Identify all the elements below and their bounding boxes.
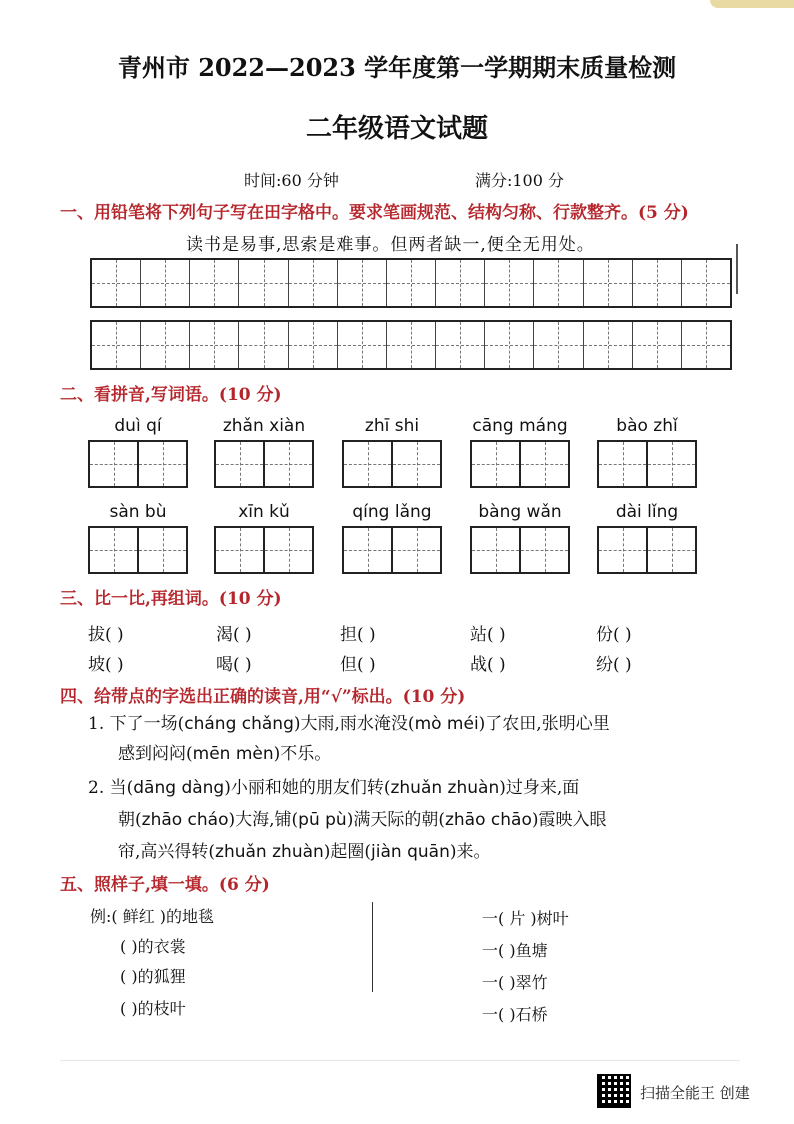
- column-divider: [372, 902, 373, 992]
- tian-cell[interactable]: [338, 322, 387, 368]
- tian-cell[interactable]: [534, 260, 583, 306]
- answer-box[interactable]: [214, 526, 314, 574]
- answer-box[interactable]: [88, 526, 188, 574]
- pinyin-label: sàn bù: [109, 502, 167, 522]
- pinyin-choice[interactable]: mò méi: [414, 714, 479, 734]
- q4-2-line-3: 帘,高兴得转(zhuǎn zhuàn)起圈(jiàn quān)来。: [118, 842, 491, 862]
- section2-heading: 二、看拼音,写词语。(10 分): [60, 385, 282, 405]
- tian-cell[interactable]: [141, 322, 190, 368]
- pinyin-label: bàng wǎn: [478, 502, 562, 522]
- tian-cell[interactable]: [633, 322, 682, 368]
- compare-item[interactable]: 纷( ): [596, 655, 632, 675]
- tian-cell[interactable]: [289, 322, 338, 368]
- tian-cell[interactable]: [436, 260, 485, 306]
- pinyin-choice[interactable]: jiàn quān: [371, 842, 450, 862]
- q4-2-line-2: 朝(zhāo cháo)大海,铺(pū pù)满天际的朝(zhāo chāo)霞映入眼: [118, 810, 607, 830]
- pinyin-item: [470, 502, 570, 574]
- pinyin-label: xīn kǔ: [238, 502, 290, 522]
- tian-cell[interactable]: [521, 442, 568, 486]
- pinyin-label: zhī shi: [364, 416, 420, 436]
- tian-cell[interactable]: [472, 442, 521, 486]
- tian-cell[interactable]: [239, 260, 288, 306]
- fill-item-right[interactable]: 一( )翠竹: [482, 973, 548, 992]
- tian-cell[interactable]: [90, 442, 139, 486]
- section4-heading: 四、给带点的字选出正确的读音,用“√”标出。(10 分): [60, 687, 466, 707]
- pinyin-item: [88, 416, 188, 488]
- tian-cell[interactable]: [265, 442, 312, 486]
- section5-heading: 五、照样子,填一填。(6 分): [60, 875, 270, 895]
- tian-cell[interactable]: [682, 260, 730, 306]
- pinyin-label: duì qí: [114, 416, 162, 436]
- section3-heading: 三、比一比,再组词。(10 分): [60, 589, 282, 609]
- tian-cell[interactable]: [141, 260, 190, 306]
- q4-1-line-2: 感到闷闷(mēn mèn)不乐。: [118, 744, 332, 764]
- copy-sentence: 读书是易事,思索是难事。但两者缺一,便全无用处。: [186, 235, 595, 255]
- pinyin-item: [597, 416, 697, 488]
- tian-cell[interactable]: [190, 260, 239, 306]
- tian-cell[interactable]: [344, 442, 393, 486]
- tian-cell[interactable]: [648, 528, 695, 572]
- tian-cell[interactable]: [216, 442, 265, 486]
- fill-example-right: 一( 片 )树叶: [482, 909, 569, 928]
- q4-2-line-1: 2. 当(dāng dàng)小丽和她的朋友们转(zhuǎn zhuàn)过身来,面: [88, 778, 580, 798]
- tian-cell[interactable]: [584, 322, 633, 368]
- compare-item[interactable]: 渴( ): [216, 625, 252, 645]
- pinyin-choice[interactable]: cháng chǎng: [184, 714, 294, 734]
- fill-example-left: 例:( 鲜红 )的地毯: [90, 907, 215, 926]
- tian-cell[interactable]: [289, 260, 338, 306]
- exam-subtitle: 二年级语文试题: [305, 114, 488, 144]
- tian-cell[interactable]: [216, 528, 265, 572]
- qr-code-icon: [597, 1074, 631, 1108]
- tian-cell[interactable]: [599, 528, 648, 572]
- scanner-watermark: 扫描全能王 创建: [640, 1084, 750, 1102]
- tian-cell[interactable]: [682, 322, 730, 368]
- tian-cell[interactable]: [90, 528, 139, 572]
- tian-cell[interactable]: [190, 322, 239, 368]
- exam-meta: [244, 168, 564, 191]
- pinyin-item: [342, 502, 442, 574]
- tian-cell[interactable]: [393, 442, 440, 486]
- exam-title: 青州市 2022—2023 学年度第一学期期末质量检测: [117, 53, 677, 82]
- answer-box[interactable]: [597, 440, 697, 488]
- tian-cell[interactable]: [436, 322, 485, 368]
- tian-cell[interactable]: [344, 528, 393, 572]
- pinyin-choice[interactable]: zhuǎn zhuàn: [390, 778, 500, 798]
- pinyin-choice[interactable]: zhāo chāo: [444, 810, 532, 830]
- tian-cell[interactable]: [393, 528, 440, 572]
- pinyin-item: [214, 502, 314, 574]
- compare-item[interactable]: 担( ): [340, 625, 376, 645]
- tian-cell[interactable]: [599, 442, 648, 486]
- pinyin-item: [470, 416, 570, 488]
- tian-cell[interactable]: [139, 528, 186, 572]
- answer-box[interactable]: [342, 526, 442, 574]
- pinyin-choice[interactable]: dāng dàng: [133, 778, 225, 798]
- page-edge-decoration: [710, 0, 794, 8]
- tian-cell[interactable]: [92, 260, 141, 306]
- pinyin-choice[interactable]: zhuǎn zhuàn: [215, 842, 324, 862]
- fill-item-right[interactable]: 一( )鱼塘: [482, 941, 548, 960]
- pinyin-item: [597, 502, 697, 574]
- pinyin-label: zhǎn xiàn: [222, 416, 306, 436]
- tian-cell[interactable]: [648, 442, 695, 486]
- margin-mark: [736, 244, 742, 294]
- footer-rule: [60, 1060, 740, 1061]
- answer-box[interactable]: [88, 440, 188, 488]
- q4-1-line-1: 1. 下了一场(cháng chǎng)大雨,雨水淹没(mò méi)了农田,张明心里: [88, 714, 610, 734]
- pinyin-item: [342, 416, 442, 488]
- tian-cell[interactable]: [584, 260, 633, 306]
- answer-box[interactable]: [470, 526, 570, 574]
- tian-cell[interactable]: [485, 260, 534, 306]
- tian-cell[interactable]: [387, 260, 436, 306]
- tian-grid-row-2[interactable]: [90, 320, 732, 370]
- tian-cell[interactable]: [239, 322, 288, 368]
- answer-box[interactable]: [214, 440, 314, 488]
- tian-cell[interactable]: [521, 528, 568, 572]
- fill-item-left[interactable]: ( )的狐狸: [120, 967, 186, 986]
- compare-item[interactable]: 喝( ): [216, 655, 252, 675]
- answer-box[interactable]: [470, 440, 570, 488]
- compare-item[interactable]: 但( ): [340, 655, 376, 675]
- compare-item[interactable]: 站( ): [470, 625, 506, 645]
- compare-item[interactable]: 拔( ): [88, 625, 124, 645]
- tian-cell[interactable]: [338, 260, 387, 306]
- compare-item[interactable]: 战( ): [470, 655, 506, 675]
- exam-score: 满分:100 分: [474, 171, 564, 190]
- tian-cell[interactable]: [485, 322, 534, 368]
- tian-cell[interactable]: [633, 260, 682, 306]
- tian-cell[interactable]: [139, 442, 186, 486]
- tian-grid-row-1[interactable]: [90, 258, 732, 308]
- exam-time: 时间:60 分钟: [244, 171, 339, 190]
- pinyin-choice[interactable]: mēn mèn: [192, 744, 274, 764]
- answer-box[interactable]: [342, 440, 442, 488]
- tian-cell[interactable]: [387, 322, 436, 368]
- compare-item[interactable]: 坡( ): [88, 655, 124, 675]
- fill-item-right[interactable]: 一( )石桥: [482, 1005, 548, 1024]
- tian-cell[interactable]: [534, 322, 583, 368]
- pinyin-item: [88, 502, 188, 574]
- tian-cell[interactable]: [265, 528, 312, 572]
- pinyin-choice[interactable]: pū pù: [298, 810, 347, 830]
- fill-item-left[interactable]: ( )的枝叶: [120, 999, 186, 1018]
- pinyin-label: cāng máng: [472, 416, 568, 436]
- fill-item-left[interactable]: ( )的衣裳: [120, 937, 186, 956]
- pinyin-choice[interactable]: zhāo cháo: [141, 810, 229, 830]
- answer-box[interactable]: [597, 526, 697, 574]
- pinyin-label: qíng lǎng: [352, 502, 432, 522]
- tian-cell[interactable]: [472, 528, 521, 572]
- tian-cell[interactable]: [92, 322, 141, 368]
- compare-item[interactable]: 份( ): [596, 625, 632, 645]
- pinyin-label: bào zhǐ: [616, 416, 678, 436]
- pinyin-label: dài lǐng: [615, 502, 679, 522]
- pinyin-item: [214, 416, 314, 488]
- section1-heading: 一、用铅笔将下列句子写在田字格中。要求笔画规范、结构匀称、行款整齐。(5 分): [60, 203, 689, 223]
